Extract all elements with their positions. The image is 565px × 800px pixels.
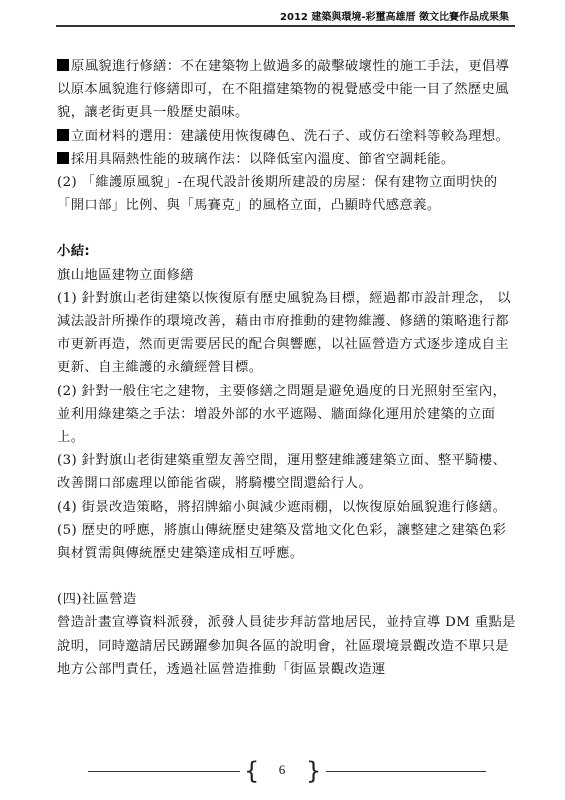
summary-item: (1) 針對旗山老街建築以恢復原有歷史風貌為目標，經過都市設計理念， 以減法設計所操作的環境改善，藉由市府推動的建物維護、修繕的策略進行都市更新再造，然而更需要居民的配合與響應，以社區營造方式逐步達成自主更新、自主維護的永續經營目標。 — [57, 290, 511, 376]
bullet-paragraph — [57, 148, 517, 171]
summary-item: (5) 歷史的呼應，將旗山傳統歷史建築及當地文化色彩，讓整建之建築色彩與材質需與傳統歷史建築達成相互呼應。 — [57, 522, 507, 562]
numbered-paragraph: (2) 「維護原風貌」-在現代設計後期所建設的房屋：保有建物立面明快的「開口部」比例、與「馬賽克」的風格立面，凸顯時代感意義。 — [57, 175, 498, 214]
left-brace-icon: { — [244, 757, 260, 785]
summary-subtitle: 旗山地區建物立面修繕 — [57, 267, 194, 283]
bullet-text: 採用具隔熱性能的玻璃作法：以降低室內溫度、節省空調耗能。 — [71, 151, 455, 167]
summary-heading: 小結: — [57, 244, 91, 260]
summary-item: (3) 針對旗山老街建築重塑友善空間，運用整建維護建築立面、整平騎樓、改善開口部處理以節能省碳，將騎樓空間還給行人。 — [57, 453, 507, 492]
summary-item: (4) 街景改造策略，將招牌縮小與減少遮雨棚，以恢復原始風貌進行修繕。 — [57, 499, 507, 515]
section-text: 營造計畫宣導資料派發，派發人員徒步拜訪當地居民，並持宣導 DM 重點是說明，同時邀請居民踴躍參加與各區的說明會，社區環境景觀改造不單只是地方公部門責任，透過社區營造推動「街區景觀改造運 — [57, 615, 516, 677]
spacer — [57, 217, 517, 240]
square-bullet-icon — [57, 129, 69, 141]
page-number: 6 — [278, 762, 286, 777]
summary-item: (2) 針對一般住宅之建物，主要修繕之問題是避免過度的日光照射至室內，並利用綠建築之手法：增設外部的水平遮陽、牆面綠化運用於建築的立面上。 — [57, 383, 507, 446]
footer-rule-left — [88, 771, 240, 772]
square-bullet-icon — [57, 152, 69, 164]
page-body — [57, 55, 517, 681]
bullet-paragraph — [57, 55, 517, 125]
bullet-paragraph — [57, 125, 517, 148]
header-rule — [56, 25, 515, 27]
square-bullet-icon — [57, 59, 69, 71]
bullet-text: 原風貌進行修繕：不在建築物上做過多的敲擊破壞性的施工手法，更倡導以原本風貌進行修繕即可，在不阻擋建築物的視覺感受中能一目了然歷史風貌，讓老街更具一般歷史韻味。 — [57, 59, 510, 121]
section-title: (四)社區營造 — [57, 592, 137, 608]
right-brace-icon: } — [306, 757, 322, 785]
footer-rule-right — [326, 771, 486, 772]
spacer — [57, 565, 517, 588]
running-header: 2012 建築與環境-彩璽高雄厝 徵文比賽作品成果集 — [280, 12, 509, 23]
page-footer — [0, 756, 565, 788]
bullet-text: 立面材料的選用：建議使用恢復磚色、洗石子、或仿石塗料等較為理想。 — [71, 128, 510, 144]
